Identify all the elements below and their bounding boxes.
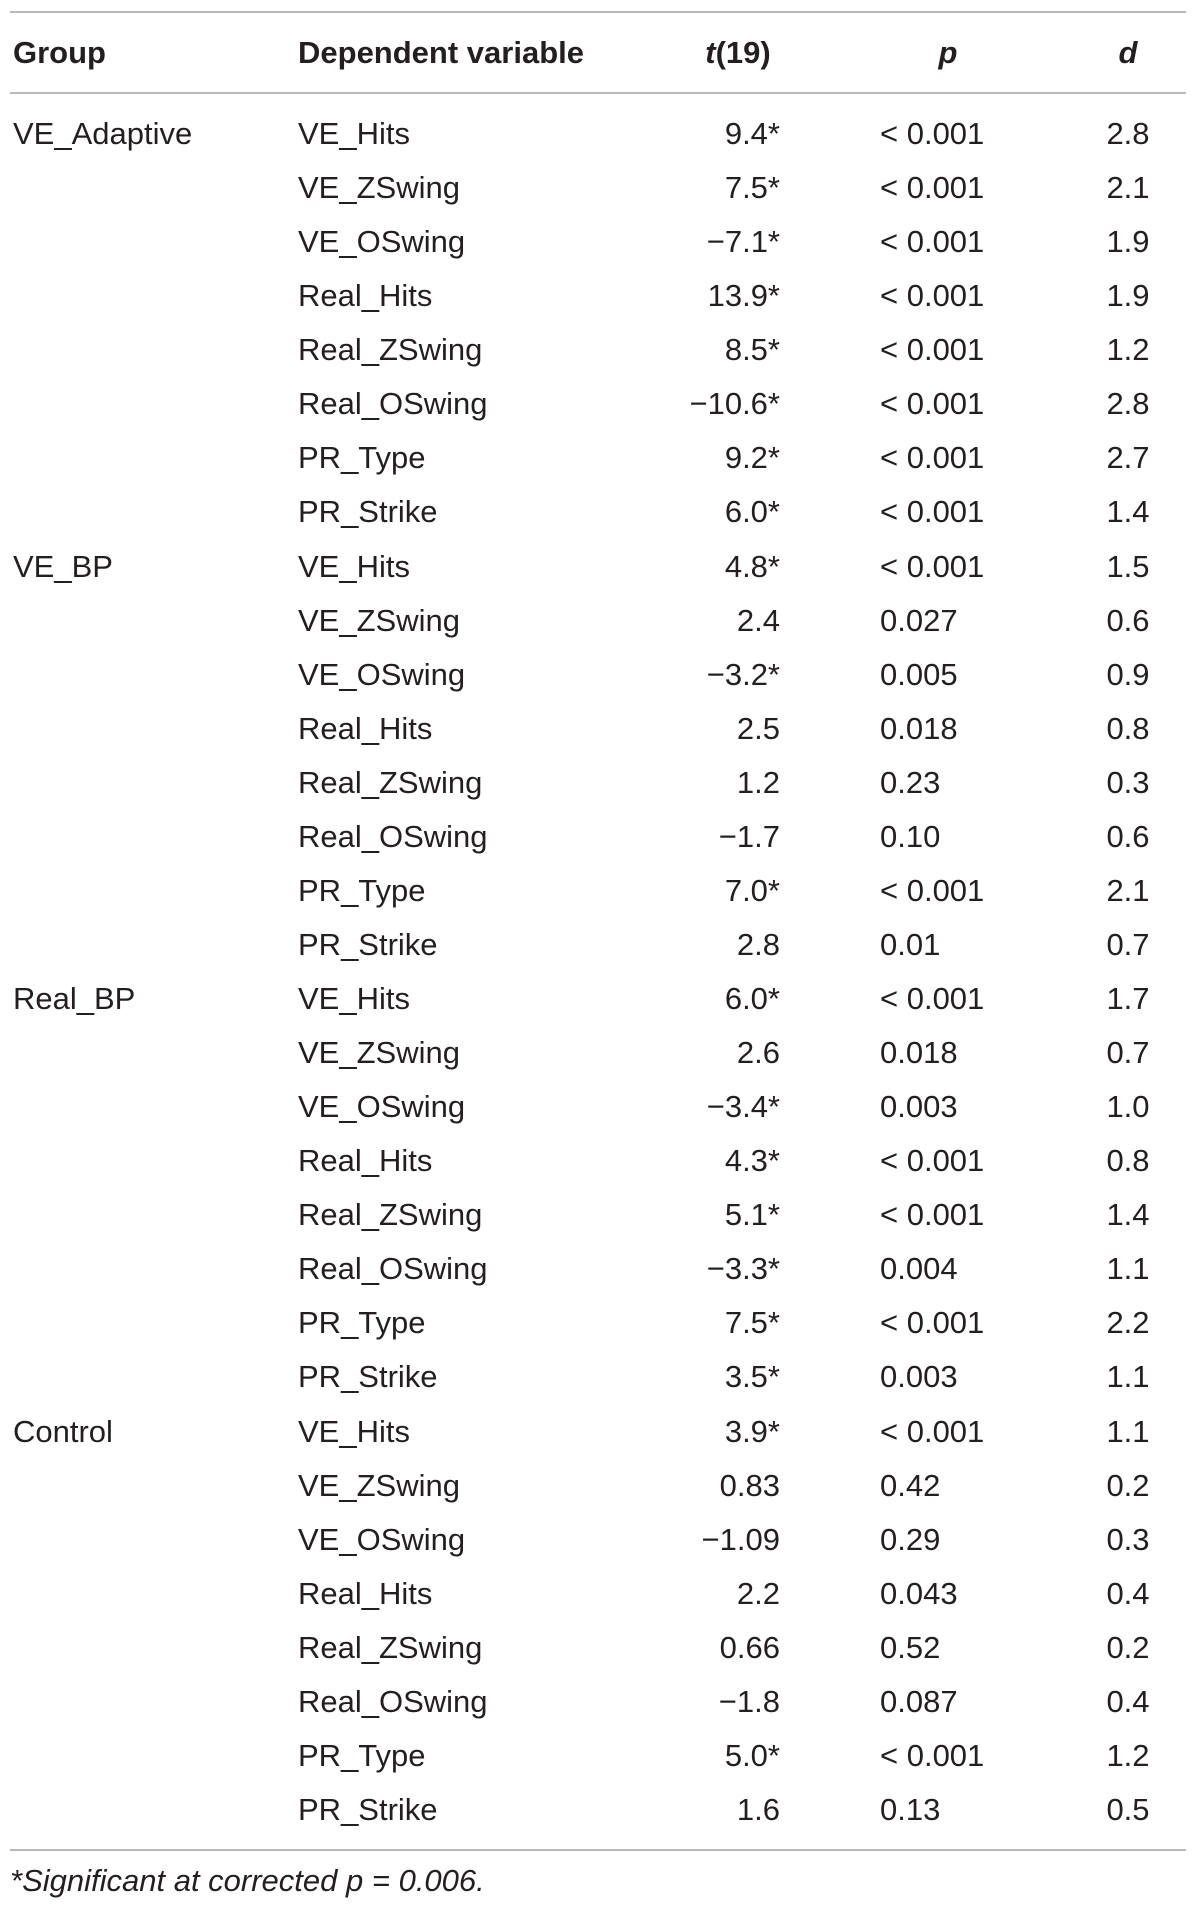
- table-row: [0, 972, 1200, 1026]
- cell-t-value: 4.8*: [724, 548, 780, 584]
- cell-dependent-variable: Real_ZSwing: [298, 764, 483, 800]
- cell-t-value: 2.6: [736, 1035, 780, 1071]
- table-row: [0, 648, 1200, 702]
- cell-p-value: < 0.001: [880, 872, 985, 908]
- cell-t-value: −1.09: [701, 1521, 780, 1557]
- cell-p-value: < 0.001: [880, 981, 985, 1016]
- cell-d-value: 2.2: [1106, 1305, 1150, 1341]
- cell-dependent-variable: PR_Type: [298, 872, 426, 908]
- cell-dependent-variable: VE_OSwing: [298, 1521, 466, 1557]
- cell-dependent-variable: Real_Hits: [298, 278, 433, 314]
- cell-p-value: 0.23: [880, 764, 941, 800]
- table-row: [0, 215, 1200, 269]
- table-top-rule: [10, 11, 1186, 13]
- cell-p-value: 0.003: [880, 1359, 958, 1395]
- cell-p-value: 0.043: [880, 1575, 958, 1611]
- cell-dependent-variable: VE_Hits: [298, 548, 410, 584]
- table-row: [0, 540, 1200, 594]
- table-row: [0, 1513, 1200, 1567]
- cell-t-value: 3.9*: [724, 1413, 780, 1449]
- column-header-p: p: [938, 35, 958, 70]
- cell-p-value: 0.52: [880, 1629, 941, 1665]
- table-row: [0, 485, 1200, 539]
- cell-t-value: 0.83: [719, 1467, 780, 1503]
- cell-dependent-variable: PR_Type: [298, 440, 426, 476]
- cell-dependent-variable: Real_OSwing: [298, 1683, 488, 1719]
- table-row: [0, 864, 1200, 918]
- cell-dependent-variable: VE_OSwing: [298, 224, 466, 260]
- cell-group: VE_Adaptive: [13, 116, 193, 151]
- cell-group: Real_BP: [13, 981, 136, 1016]
- cell-d-value: 1.2: [1106, 1737, 1150, 1773]
- cell-t-value: 8.5*: [724, 332, 780, 368]
- table-row: [0, 1134, 1200, 1188]
- cell-p-value: < 0.001: [880, 224, 985, 260]
- cell-t-value: 9.2*: [724, 440, 780, 476]
- table-row: [0, 1242, 1200, 1296]
- cell-t-value: −3.4*: [706, 1089, 780, 1125]
- cell-p-value: 0.018: [880, 1035, 958, 1071]
- cell-d-value: 2.8: [1106, 116, 1150, 151]
- cell-t-value: 2.4: [736, 602, 780, 638]
- cell-p-value: < 0.001: [880, 440, 985, 476]
- cell-dependent-variable: VE_ZSwing: [298, 1035, 460, 1071]
- cell-d-value: 1.7: [1106, 981, 1150, 1016]
- cell-d-value: 0.9: [1106, 656, 1150, 692]
- cell-dependent-variable: Real_ZSwing: [298, 332, 483, 368]
- cell-d-value: 2.1: [1106, 872, 1150, 908]
- table-row: [0, 161, 1200, 215]
- cell-p-value: 0.01: [880, 926, 941, 962]
- table-row: [0, 1350, 1200, 1404]
- column-header-t-df: (19): [715, 35, 771, 70]
- cell-dependent-variable: VE_Hits: [298, 1413, 410, 1449]
- cell-p-value: < 0.001: [880, 1413, 985, 1449]
- cell-t-value: 2.8: [736, 926, 780, 962]
- table-row: [0, 702, 1200, 756]
- table-header-rule: [10, 92, 1186, 94]
- cell-dependent-variable: PR_Strike: [298, 1791, 438, 1827]
- cell-p-value: 0.027: [880, 602, 958, 638]
- cell-d-value: 0.6: [1106, 818, 1150, 854]
- table-row: [0, 1621, 1200, 1675]
- cell-t-value: 13.9*: [707, 278, 780, 314]
- cell-t-value: 1.6: [736, 1791, 780, 1827]
- column-header-t-symbol: t: [705, 35, 716, 70]
- cell-t-value: 2.2: [736, 1575, 780, 1611]
- cell-p-value: 0.10: [880, 818, 941, 854]
- cell-t-value: 5.1*: [724, 1197, 780, 1233]
- cell-t-value: 7.0*: [724, 872, 780, 908]
- cell-t-value: −3.2*: [706, 656, 780, 692]
- cell-d-value: 0.3: [1106, 1521, 1150, 1557]
- table-footnote: *Significant at corrected p = 0.006.: [10, 1863, 485, 1898]
- cell-t-value: 6.0*: [724, 981, 780, 1016]
- cell-d-value: 0.8: [1106, 710, 1150, 746]
- cell-p-value: 0.003: [880, 1089, 958, 1125]
- table-row: [0, 107, 1200, 161]
- cell-p-value: 0.004: [880, 1251, 958, 1287]
- cell-d-value: 1.4: [1106, 494, 1150, 530]
- cell-t-value: 9.4*: [724, 116, 780, 151]
- cell-p-value: 0.018: [880, 710, 958, 746]
- cell-d-value: 1.1: [1106, 1413, 1150, 1449]
- cell-t-value: −3.3*: [706, 1251, 780, 1287]
- cell-p-value: 0.29: [880, 1521, 941, 1557]
- table-row: [0, 1026, 1200, 1080]
- cell-dependent-variable: VE_ZSwing: [298, 1467, 460, 1503]
- cell-group: VE_BP: [13, 548, 113, 584]
- table-row: [0, 1405, 1200, 1459]
- cell-p-value: 0.42: [880, 1467, 941, 1503]
- cell-p-value: < 0.001: [880, 1197, 985, 1233]
- cell-p-value: < 0.001: [880, 494, 985, 530]
- cell-d-value: 1.0: [1106, 1089, 1150, 1125]
- cell-dependent-variable: Real_ZSwing: [298, 1629, 483, 1665]
- cell-dependent-variable: VE_ZSwing: [298, 170, 460, 206]
- cell-dependent-variable: Real_Hits: [298, 1143, 433, 1179]
- cell-dependent-variable: VE_ZSwing: [298, 602, 460, 638]
- cell-p-value: < 0.001: [880, 386, 985, 422]
- cell-d-value: 2.1: [1106, 170, 1150, 206]
- table-row: [0, 810, 1200, 864]
- cell-t-value: 3.5*: [724, 1359, 780, 1395]
- cell-dependent-variable: PR_Strike: [298, 494, 438, 530]
- table-row: [0, 431, 1200, 485]
- cell-p-value: < 0.001: [880, 1305, 985, 1341]
- cell-d-value: 0.4: [1106, 1575, 1150, 1611]
- cell-dependent-variable: VE_OSwing: [298, 656, 466, 692]
- cell-d-value: 0.2: [1106, 1629, 1150, 1665]
- table-row: [0, 1080, 1200, 1134]
- cell-t-value: 6.0*: [724, 494, 780, 530]
- column-header-dependent-variable: Dependent variable: [298, 35, 584, 70]
- cell-d-value: 0.2: [1106, 1467, 1150, 1503]
- cell-d-value: 2.8: [1106, 386, 1150, 422]
- cell-t-value: 1.2: [736, 764, 780, 800]
- cell-t-value: 7.5*: [724, 170, 780, 206]
- cell-t-value: −10.6*: [689, 386, 780, 422]
- table-row: [0, 1675, 1200, 1729]
- cell-t-value: 7.5*: [724, 1305, 780, 1341]
- cell-t-value: −7.1*: [706, 224, 780, 260]
- cell-dependent-variable: Real_Hits: [298, 710, 433, 746]
- table-row: [0, 918, 1200, 972]
- cell-dependent-variable: PR_Type: [298, 1737, 426, 1773]
- cell-d-value: 1.5: [1106, 548, 1150, 584]
- table-row: [0, 1783, 1200, 1837]
- table-row: [0, 1296, 1200, 1350]
- cell-d-value: 0.5: [1106, 1791, 1150, 1827]
- cell-p-value: < 0.001: [880, 1143, 985, 1179]
- cell-dependent-variable: Real_ZSwing: [298, 1197, 483, 1233]
- table-row: [0, 756, 1200, 810]
- cell-p-value: < 0.001: [880, 278, 985, 314]
- column-header-d: d: [1118, 35, 1138, 70]
- cell-d-value: 1.2: [1106, 332, 1150, 368]
- cell-dependent-variable: VE_OSwing: [298, 1089, 466, 1125]
- cell-d-value: 1.1: [1106, 1359, 1150, 1395]
- cell-d-value: 0.6: [1106, 602, 1150, 638]
- table-row: [0, 377, 1200, 431]
- cell-d-value: 1.4: [1106, 1197, 1150, 1233]
- cell-dependent-variable: Real_OSwing: [298, 1251, 488, 1287]
- cell-dependent-variable: Real_OSwing: [298, 386, 488, 422]
- cell-t-value: −1.7: [718, 818, 780, 854]
- cell-dependent-variable: PR_Type: [298, 1305, 426, 1341]
- cell-d-value: 1.9: [1106, 224, 1150, 260]
- cell-d-value: 2.7: [1106, 440, 1150, 476]
- table-header: [0, 18, 1200, 88]
- cell-t-value: 2.5: [736, 710, 780, 746]
- cell-d-value: 0.8: [1106, 1143, 1150, 1179]
- cell-p-value: < 0.001: [880, 548, 985, 584]
- cell-t-value: 4.3*: [724, 1143, 780, 1179]
- cell-d-value: 0.3: [1106, 764, 1150, 800]
- cell-t-value: −1.8: [718, 1683, 780, 1719]
- cell-p-value: 0.13: [880, 1791, 941, 1827]
- table-row: [0, 1459, 1200, 1513]
- cell-dependent-variable: Real_OSwing: [298, 818, 488, 854]
- table-body: [0, 107, 1200, 1837]
- cell-dependent-variable: PR_Strike: [298, 926, 438, 962]
- cell-t-value: 0.66: [719, 1629, 780, 1665]
- cell-dependent-variable: VE_Hits: [298, 981, 410, 1016]
- table-row: [0, 1188, 1200, 1242]
- cell-d-value: 0.4: [1106, 1683, 1150, 1719]
- column-header-group: Group: [13, 35, 106, 70]
- table-bottom-rule: [10, 1849, 1186, 1851]
- table-row: [0, 269, 1200, 323]
- table-row: [0, 1567, 1200, 1621]
- cell-dependent-variable: Real_Hits: [298, 1575, 433, 1611]
- cell-group: Control: [13, 1413, 113, 1449]
- table-row: [0, 1729, 1200, 1783]
- table-row: [0, 323, 1200, 377]
- table-row: [0, 594, 1200, 648]
- cell-d-value: 0.7: [1106, 926, 1150, 962]
- cell-d-value: 1.1: [1106, 1251, 1150, 1287]
- cell-t-value: 5.0*: [724, 1737, 780, 1773]
- cell-p-value: < 0.001: [880, 116, 985, 151]
- cell-p-value: < 0.001: [880, 332, 985, 368]
- cell-p-value: 0.087: [880, 1683, 958, 1719]
- cell-p-value: 0.005: [880, 656, 958, 692]
- column-header-t: [690, 18, 786, 88]
- cell-d-value: 1.9: [1106, 278, 1150, 314]
- cell-dependent-variable: VE_Hits: [298, 116, 410, 151]
- cell-p-value: < 0.001: [880, 170, 985, 206]
- cell-dependent-variable: PR_Strike: [298, 1359, 438, 1395]
- cell-d-value: 0.7: [1106, 1035, 1150, 1071]
- cell-p-value: < 0.001: [880, 1737, 985, 1773]
